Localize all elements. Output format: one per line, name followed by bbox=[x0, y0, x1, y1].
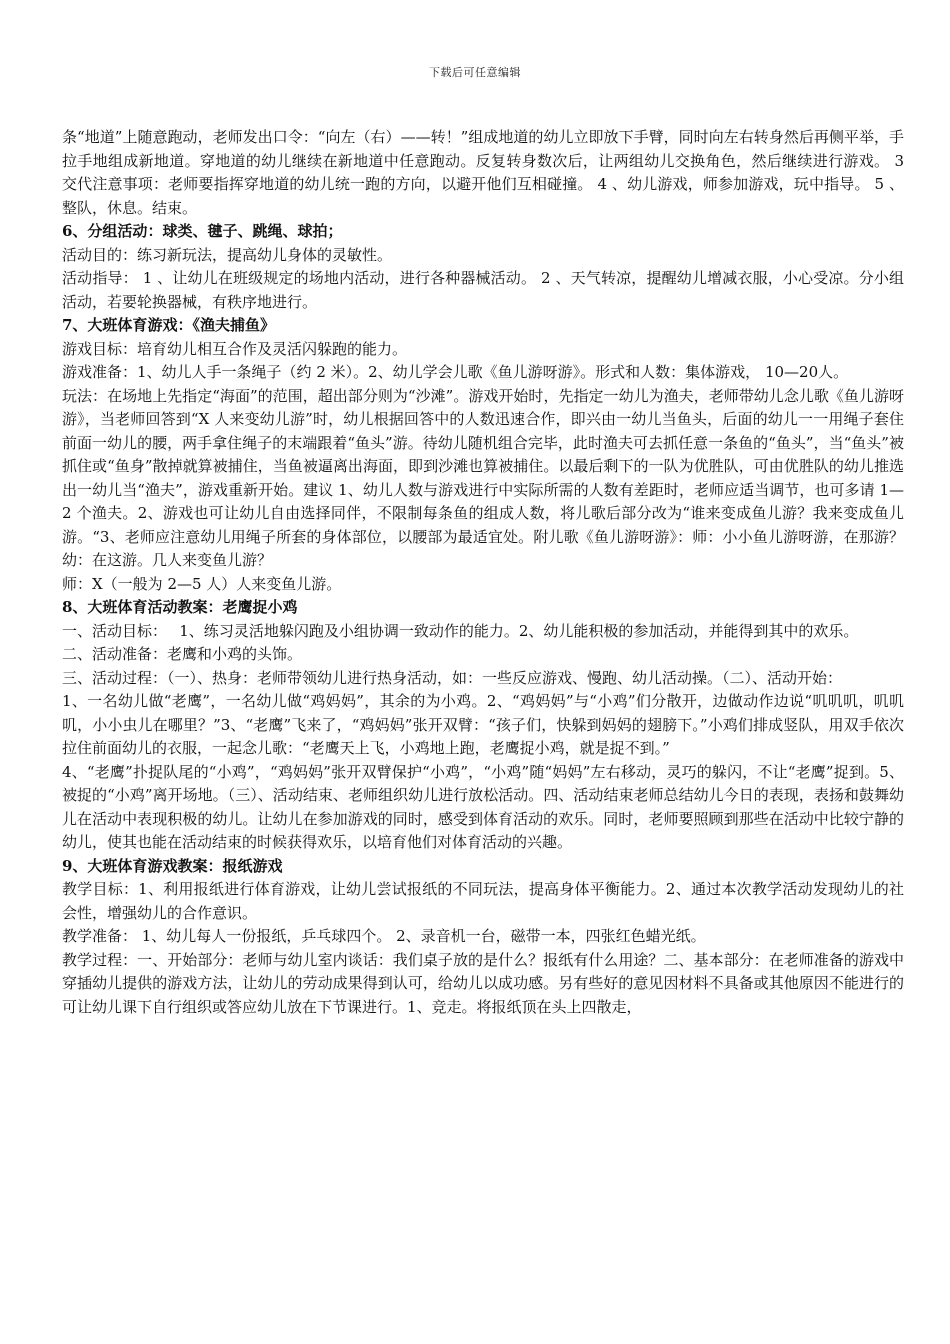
paragraph: 1、一名幼儿做“老鹰”，一名幼儿做“鸡妈妈”，其余的为小鸡。2、“鸡妈妈”与“小鸡”们分散开，边做动作边说“叽叽叽，叽叽叽，小小虫儿在哪里？”3、“老鹰”飞来了，“鸡妈妈”张开双臂：“孩子们，快躲到妈妈的翅膀下。”小鸡们排成竖队，用双手依次拉住前面幼儿的衣服，一起念儿歌：“老鹰天上飞，小鸡地上跑，老鹰捉小鸡，就是捉不到。” bbox=[62, 692, 904, 757]
paragraph: 教学目标：1、利用报纸进行体育游戏，让幼儿尝试报纸的不同玩法，提高身体平衡能力。2、通过本次教学活动发现幼儿的社会性，增强幼儿的合作意识。 bbox=[62, 880, 904, 922]
paragraph: 游戏目标：培育幼儿相互合作及灵活闪躲跑的能力。 bbox=[62, 339, 408, 358]
paragraph: 一、活动目标： 1、练习灵活地躲闪跑及小组协调一致动作的能力。2、幼儿能积极的参加活动，并能得到其中的欢乐。 bbox=[62, 621, 859, 640]
paragraph: 4、“老鹰”扑捉队尾的“小鸡”，“鸡妈妈”张开双臂保护“小鸡”，“小鸡”随“妈妈”左右移动，灵巧的躲闪，不让“老鹰”捉到。5、被捉的“小鸡”离开场地。（三）、活动结束、老师组织幼儿进行放松活动。四、活动结束老师总结幼儿今日的表现，表扬和鼓舞幼儿在活动中表现积极的幼儿。让幼儿在参加游戏的同时，感受到体育活动的欢乐。同时，老师要照顾到那些在活动中比较宁静的幼儿，使其也能在活动结束的时候获得欢乐，以培育他们对体育活动的兴趣。 bbox=[62, 762, 904, 851]
paragraph: 活动指导： 1 、让幼儿在班级规定的场地内活动，进行各种器械活动。 2 、天气转凉，提醒幼儿增减衣服，小心受凉。分小组活动，若要轮换器械，有秩序地进行。 bbox=[62, 269, 904, 311]
paragraph: 师：X（一般为 2—5 人）人来变鱼儿游。 bbox=[62, 574, 342, 593]
section-heading: 9、大班体育游戏教案：报纸游戏 bbox=[62, 856, 283, 875]
section-heading: 8、大班体育活动教案：老鹰捉小鸡 bbox=[62, 598, 298, 616]
paragraph: 二、活动准备：老鹰和小鸡的头饰。 bbox=[62, 645, 303, 663]
paragraph: 教学准备： 1、幼儿每人一份报纸，乒乓球四个。 2、录音机一台，磁带一本，四张红色蜡光纸。 bbox=[62, 927, 706, 945]
section-heading: 6、分组活动：球类、毽子、跳绳、球拍； bbox=[62, 222, 343, 240]
paragraph: 游戏准备：1、幼儿人手一条绳子（约 2 米）。2、幼儿学会儿歌《鱼儿游呀游》。形式和人数：集体游戏， 10—20人。 bbox=[62, 363, 849, 381]
paragraph: 活动目的：练习新玩法，提高幼儿身体的灵敏性。 bbox=[62, 245, 393, 264]
paragraph: 三、活动过程：（一）、热身：老师带领幼儿进行热身活动，如：一些反应游戏、慢跑、幼儿活动操。（二）、活动开始： bbox=[62, 668, 843, 687]
document-body bbox=[62, 126, 904, 1019]
paragraph: 教学过程：一、开始部分：老师与幼儿室内谈话：我们桌子放的是什么？报纸有什么用途？二、基本部分：在老师准备的游戏中穿插幼儿提供的游戏方法，让幼儿的劳动成果得到认可，给幼儿以成功感。另有些好的意见因材料不具备或其他原因不能进行的可让幼儿课下自行组织或答应幼儿放在下节课进行。1、竞走。将报纸顶在头上四散走， bbox=[62, 950, 904, 1016]
paragraph: 玩法：在场地上先指定“海面”的范围，超出部分则为“沙滩”。游戏开始时，先指定一幼儿为渔夫，老师带幼儿念儿歌《鱼儿游呀游》，当老师回答到“X 人来变幼儿游”时，幼儿根据回答中的人数迅速合作，即兴由一幼儿当鱼头，后面的幼儿一一用绳子套住前面一幼儿的腰，两手拿住绳子的末端跟着“鱼头”游。待幼儿随机组合完毕，此时渔夫可去抓任意一条鱼的“鱼头”，当“鱼头”被抓住或“鱼身”散掉就算被捕住，当鱼被逼离出海面，即到沙滩也算被捕住。以最后剩下的一队为优胜队，可由优胜队的幼儿推选出一幼儿当“渔夫”，游戏重新开始。建议 1、幼儿人数与游戏进行中实际所需的人数有差距时，老师应适当调节，也可多请 1—2 个渔夫。2、游戏也可让幼儿自由选择同伴，不限制每条鱼的组成人数，将儿歌后部分改为“谁来变成鱼儿游？我来变成鱼儿游。“3、老师应注意幼儿用绳子所套的身体部位，以腰部为最适宜处。附儿歌《鱼儿游呀游》：师：小小鱼儿游呀游，在那游？幼：在这游。几人来变鱼儿游？ bbox=[62, 386, 904, 569]
paragraph: 条“地道”上随意跑动，老师发出口令：“向左（右）——转！”组成地道的幼儿立即放下手臂，同时向左右转身然后再侧平举，手拉手地组成新地道。穿地道的幼儿继续在新地道中任意跑动。反复转身数次后，让两组幼儿交换角色，然后继续进行游戏。 3 交代注意事项：老师要指挥穿地道的幼儿统一跑的方向，以避开他们互相碰撞。 4 、幼儿游戏，师参加游戏，玩中指导。 5 、整队，休息。结束。 bbox=[62, 128, 904, 217]
page-header: 下载后可任意编辑 bbox=[429, 66, 521, 79]
section-heading: 7、大班体育游戏：《渔夫捕鱼》 bbox=[62, 316, 275, 334]
